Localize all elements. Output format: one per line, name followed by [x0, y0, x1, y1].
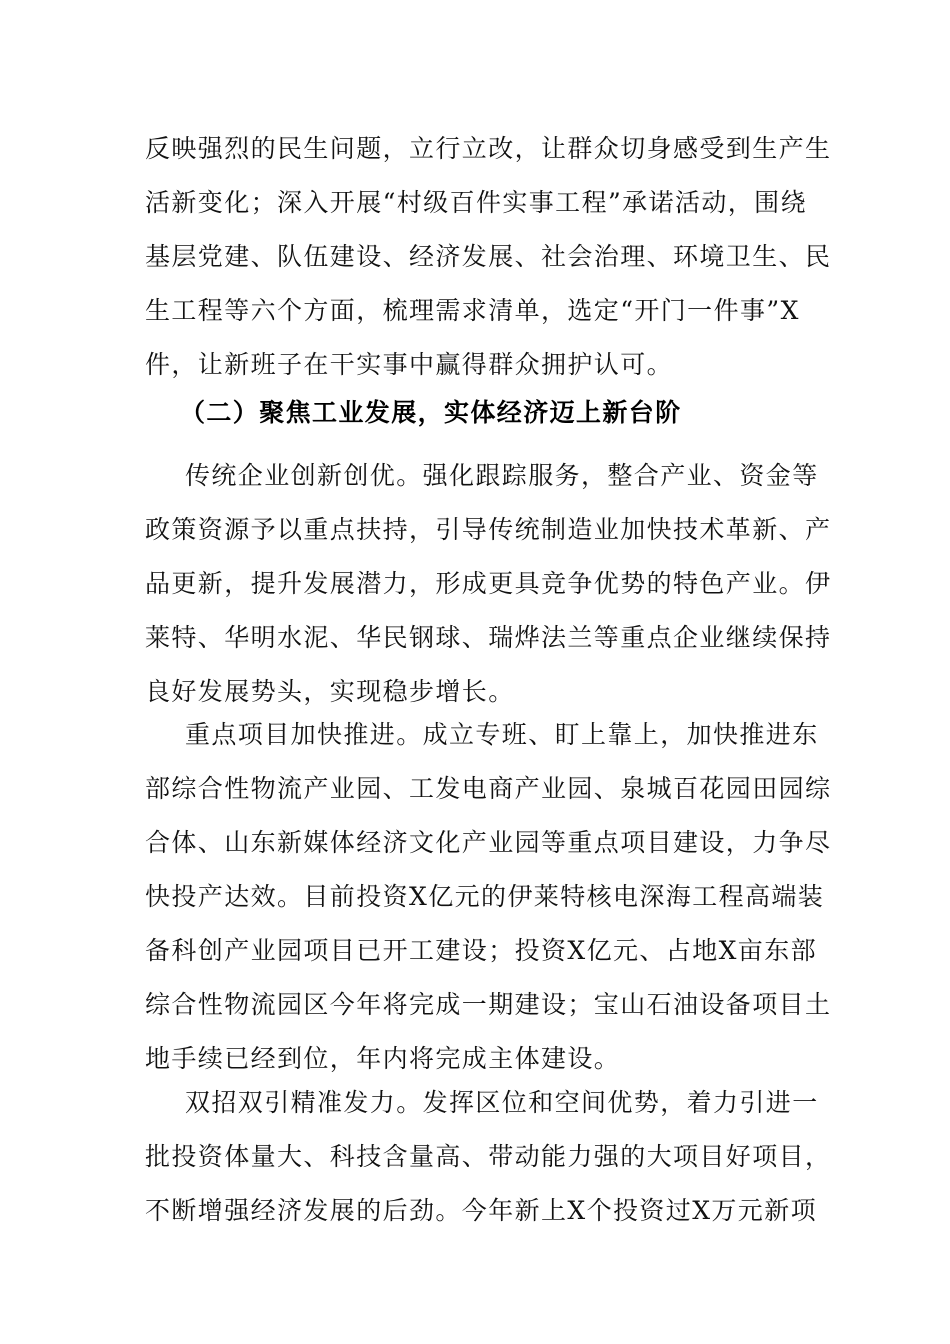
text-line: 备科创产业园项目已开工建设；投资X亿元、占地X亩东部 — [145, 936, 817, 965]
text-line: 部综合性物流产业园、工发电商产业园、泉城百花园田园综 — [145, 774, 832, 803]
text-line: 综合性物流园区今年将完成一期建设；宝山石油设备项目土 — [145, 990, 832, 1019]
text-line: 生工程等六个方面，梳理需求清单，选定“开门一件事”X — [145, 296, 800, 325]
text-line: 件，让新班子在干实事中赢得群众拥护认可。 — [145, 350, 674, 379]
text-line: 政策资源予以重点扶持，引导传统制造业加快技术革新、产 — [145, 515, 832, 544]
text-line: 传统企业创新创优。强化跟踪服务，整合产业、资金等 — [185, 461, 819, 490]
text-line: 双招双引精准发力。发挥区位和空间优势，着力引进一 — [185, 1088, 819, 1117]
text-line: 品更新，提升发展潜力，形成更具竞争优势的特色产业。伊 — [145, 569, 832, 598]
text-line: 基层党建、队伍建设、经济发展、社会治理、环境卫生、民 — [145, 242, 832, 271]
text-line: 地手续已经到位，年内将完成主体建设。 — [145, 1044, 621, 1073]
text-line: 快投产达效。目前投资X亿元的伊莱特核电深海工程高端装 — [145, 882, 825, 911]
section-heading: （二）聚焦工业发展，实体经济迈上新台阶 — [180, 398, 682, 427]
text-line: 重点项目加快推进。成立专班、盯上靠上，加快推进东 — [185, 720, 819, 749]
text-line: 批投资体量大、科技含量高、带动能力强的大项目好项目， — [145, 1142, 832, 1171]
text-line: 合体、山东新媒体经济文化产业园等重点项目建设，力争尽 — [145, 828, 832, 857]
text-line: 良好发展势头，实现稳步增长。 — [145, 677, 515, 706]
text-line: 不断增强经济发展的后劲。今年新上X个投资过X万元新项 — [145, 1196, 817, 1225]
text-line: 反映强烈的民生问题，立行立改，让群众切身感受到生产生 — [145, 134, 832, 163]
text-line: 活新变化；深入开展“村级百件实事工程”承诺活动，围绕 — [145, 188, 807, 217]
text-line: 莱特、华明水泥、华民钢球、瑞烨法兰等重点企业继续保持 — [145, 623, 832, 652]
